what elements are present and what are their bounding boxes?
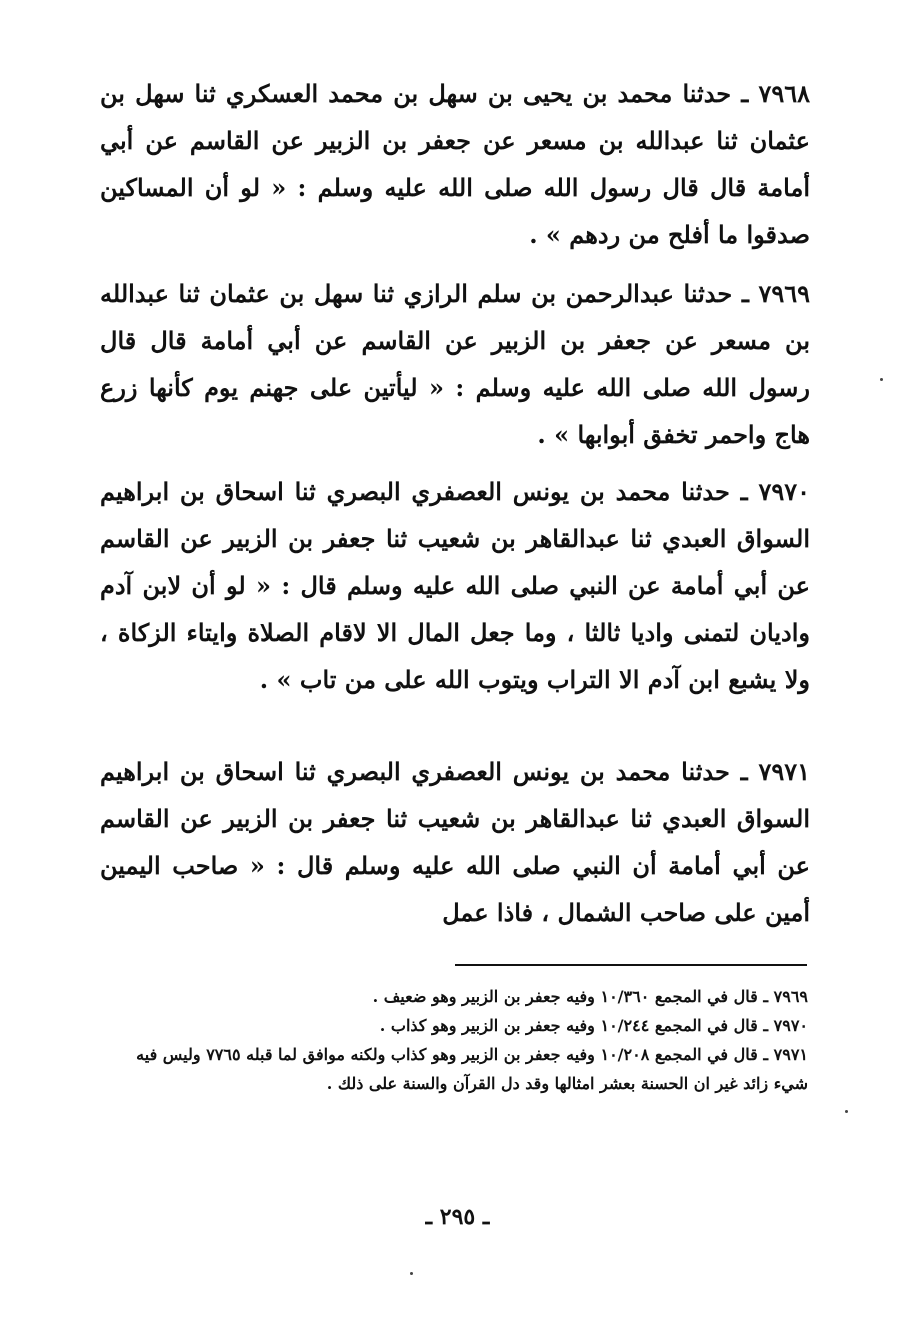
hadith-entry-7969 <box>100 270 810 458</box>
footnotes <box>100 982 808 1098</box>
hadith-text: ـ حدثنا عبدالرحمن بن سلم الرازي ثنا سهل بن عثمان ثنا عبدالله بن مسعر عن جعفر بن الزبير عن القاسم عن أبي أمامة قال قال رسول الله صلى الله عليه وسلم : « ليأتين على جهنم يوم كأنها زرع هاج واحمر تخفق أبوابها » . <box>100 279 810 449</box>
hadith-entry-7968 <box>100 70 810 258</box>
scan-speck <box>845 1110 848 1113</box>
footnote-divider <box>455 964 807 966</box>
hadith-number: ٧٩٧٠ <box>758 477 811 506</box>
hadith-entry-7971 <box>100 748 810 936</box>
hadith-text: ـ حدثنا محمد بن يحيى بن سهل بن محمد العسكري ثنا سهل بن عثمان ثنا عبدالله بن مسعر عن جعفر بن الزبير عن القاسم عن أبي أمامة قال قال رسول الله صلى الله عليه وسلم : « لو أن المساكين صدقوا ما أفلح من ردهم » . <box>100 79 810 249</box>
scan-speck <box>410 1272 413 1275</box>
scan-speck <box>880 378 883 381</box>
page-number: ـ ٢٩٥ ـ <box>425 1204 490 1230</box>
footnote-7971: ٧٩٧١ ـ قال في المجمع ١٠/٢٠٨ وفيه جعفر بن الزبير وهو كذاب ولكنه موافق لما قبله ٧٧٦٥ وليس فيه شيء زائد غير ان الحسنة بعشر امثالها وقد دل القرآن والسنة على ذلك . <box>136 1045 808 1093</box>
hadith-number: ٧٩٦٨ <box>758 79 811 108</box>
hadith-number: ٧٩٦٩ <box>758 279 810 308</box>
hadith-text: ـ حدثنا محمد بن يونس العصفري البصري ثنا اسحاق بن ابراهيم السواق العبدي ثنا عبدالقاهر بن شعيب ثنا جعفر بن الزبير عن القاسم عن أبي أمامة أن النبي صلى الله عليه وسلم قال : « صاحب اليمين أمين على صاحب الشمال ، فاذا عمل <box>100 757 810 927</box>
hadith-number: ٧٩٧١ <box>758 757 811 786</box>
hadith-entry-7970 <box>100 468 810 703</box>
footnote-7970: ٧٩٧٠ ـ قال في المجمع ١٠/٢٤٤ وفيه جعفر بن الزبير وهو كذاب . <box>379 1016 808 1035</box>
hadith-text: ـ حدثنا محمد بن يونس العصفري البصري ثنا اسحاق بن ابراهيم السواق العبدي ثنا عبدالقاهر بن شعيب ثنا جعفر بن الزبير عن القاسم عن أبي أمامة عن النبي صلى الله عليه وسلم قال : « لو أن لابن آدم واديان لتمنى واديا ثالثا ، وما جعل المال الا لاقام الصلاة وايتاء الزكاة ، ولا يشبع ابن آدم الا التراب ويتوب الله على من تاب » . <box>100 477 810 694</box>
footnote-7969: ٧٩٦٩ ـ قال في المجمع ١٠/٣٦٠ وفيه جعفر بن الزبير وهو ضعيف . <box>372 987 808 1006</box>
